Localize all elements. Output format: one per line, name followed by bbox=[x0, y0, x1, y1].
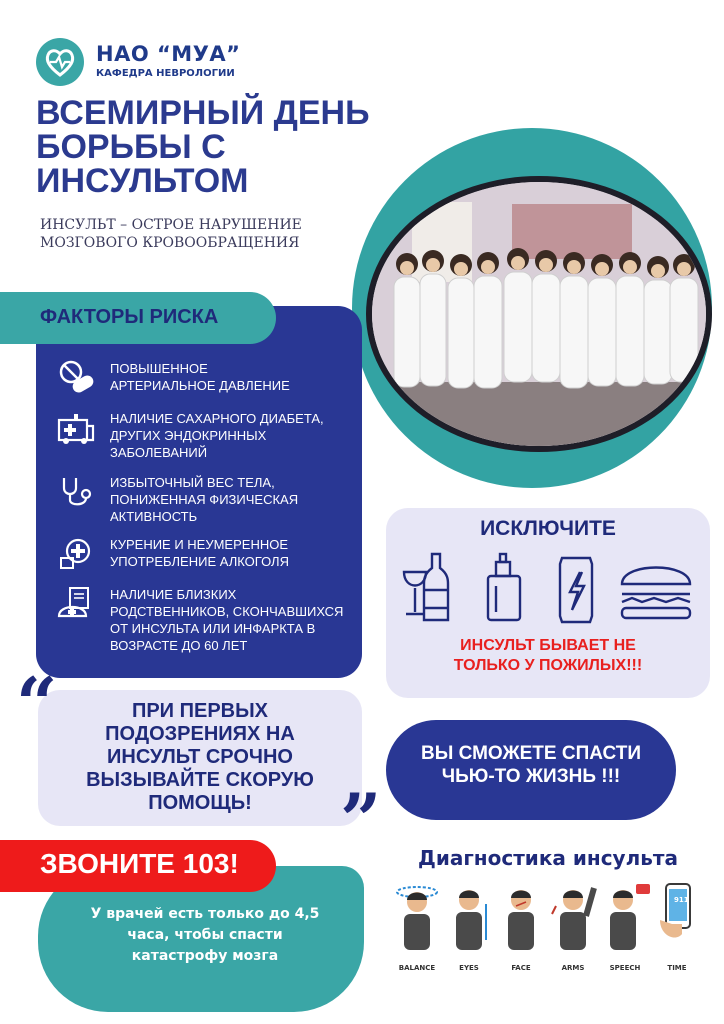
exclude-icons-row bbox=[398, 550, 698, 628]
risk-item-line: ОТ ИНСУЛЬТА ИЛИ ИНФАРКТА В bbox=[110, 621, 316, 636]
quote-line: ПРИ ПЕРВЫХ bbox=[131, 700, 269, 722]
vape-icon bbox=[488, 554, 520, 620]
org-name: НАО “МУА” bbox=[96, 42, 241, 66]
diag-label: EYES bbox=[459, 964, 479, 972]
quote-line: ПОМОЩЬ! bbox=[148, 792, 252, 814]
info-line: часа, чтобы спасти bbox=[127, 927, 283, 943]
risk-item-line: ЗАБОЛЕВАНИЙ bbox=[110, 445, 208, 460]
subtitle-line: МОЗГОВОГО КРОВООБРАЩЕНИЯ bbox=[40, 235, 300, 251]
logo bbox=[36, 38, 84, 86]
diag-step-time bbox=[652, 880, 702, 972]
risk-item-line: НАЛИЧИЕ САХАРНОГО ДИАБЕТА, bbox=[110, 411, 324, 426]
quote-close-mark: ” bbox=[340, 777, 382, 862]
risk-item bbox=[56, 474, 356, 525]
call-label: ЗВОНИТЕ 103! bbox=[40, 848, 239, 879]
save-line: ЧЬЮ-ТО ЖИЗНЬ !!! bbox=[441, 766, 621, 787]
risk-item-line: АРТЕРИАЛЬНОЕ ДАВЛЕНИЕ bbox=[110, 378, 290, 393]
diagnostics-title: Диагностика инсульта bbox=[418, 846, 678, 870]
risk-item bbox=[56, 410, 356, 461]
risk-item-line: ПОВЫШЕННОЕ bbox=[110, 361, 208, 376]
diag-label: ARMS bbox=[561, 964, 585, 972]
nurse-cap-icon bbox=[56, 586, 96, 622]
heart-pulse-icon bbox=[36, 38, 84, 86]
diag-step-face bbox=[496, 880, 546, 972]
quote-line: ИНСУЛЬТ СРОЧНО bbox=[107, 746, 293, 768]
risk-item bbox=[56, 360, 356, 396]
diag-label: FACE bbox=[511, 964, 531, 972]
risk-item-line: ПОНИЖЕННАЯ ФИЗИЧЕСКАЯ bbox=[110, 492, 299, 507]
risk-item-line: УПОТРЕБЛЕНИЕ АЛКОГОЛЯ bbox=[110, 554, 289, 569]
title-line: БОРЬБЫ С bbox=[36, 128, 226, 166]
quote-open-mark: “ bbox=[16, 661, 58, 746]
energy-drink-icon bbox=[560, 558, 592, 622]
warning-line: ИНСУЛЬТ БЫВАЕТ НЕ bbox=[460, 637, 636, 654]
diag-step-balance bbox=[392, 880, 442, 972]
quote-text bbox=[38, 700, 362, 815]
phone-number-text: 911 bbox=[674, 896, 689, 904]
info-line: У врачей есть только до 4,5 bbox=[90, 906, 320, 922]
phone-911-icon bbox=[652, 880, 702, 952]
risk-item-line: НАЛИЧИЕ БЛИЗКИХ bbox=[110, 587, 237, 602]
medkit-icon bbox=[56, 536, 96, 572]
diag-step-speech bbox=[600, 880, 650, 972]
risk-item-line: ВОЗРАСТЕ ДО 60 ЛЕТ bbox=[110, 638, 248, 653]
risk-item bbox=[56, 586, 356, 654]
wine-icon bbox=[404, 554, 448, 620]
risk-item-line: РОДСТВЕННИКОВ, СКОНЧАВШИХСЯ bbox=[110, 604, 344, 619]
risk-item bbox=[56, 536, 356, 572]
page-subtitle bbox=[40, 216, 360, 252]
risk-item-line: АКТИВНОСТЬ bbox=[110, 509, 198, 524]
group-photo bbox=[366, 176, 712, 452]
burger-icon bbox=[622, 568, 690, 619]
balance-person-icon bbox=[392, 880, 442, 952]
diag-label: BALANCE bbox=[398, 964, 436, 972]
exclude-title: ИСКЛЮЧИТЕ bbox=[480, 517, 616, 540]
quote-line: ПОДОЗРЕНИЯХ НА bbox=[105, 723, 295, 745]
eyes-person-icon bbox=[444, 880, 494, 952]
ambulance-icon bbox=[56, 410, 96, 446]
risk-item-line: ДРУГИХ ЭНДОКРИННЫХ bbox=[110, 428, 267, 443]
warning-line: ТОЛЬКО У ПОЖИЛЫХ!!! bbox=[453, 657, 643, 674]
org-subtitle: КАФЕДРА НЕВРОЛОГИИ bbox=[96, 68, 235, 79]
risk-factors-title: ФАКТОРЫ РИСКА bbox=[40, 306, 219, 328]
diag-label: SPEECH bbox=[609, 964, 641, 972]
diag-step-arms bbox=[548, 880, 598, 972]
diag-step-eyes bbox=[444, 880, 494, 972]
stethoscope-icon bbox=[56, 474, 96, 510]
pills-icon bbox=[56, 360, 96, 396]
risk-item-line: ИЗБЫТОЧНЫЙ ВЕС ТЕЛА, bbox=[110, 475, 275, 490]
arms-person-icon bbox=[548, 880, 598, 952]
info-text bbox=[60, 904, 350, 967]
info-line: катастрофу мозга bbox=[131, 948, 279, 964]
subtitle-line: ИНСУЛЬТ – ОСТРОЕ НАРУШЕНИЕ bbox=[40, 217, 302, 233]
risk-item-line: КУРЕНИЕ И НЕУМЕРЕННОЕ bbox=[110, 537, 289, 552]
quote-line: ВЫЗЫВАЙТЕ СКОРУЮ bbox=[86, 769, 314, 791]
title-line: ВСЕМИРНЫЙ ДЕНЬ bbox=[36, 94, 370, 132]
face-person-icon bbox=[496, 880, 546, 952]
save-life-text bbox=[386, 742, 676, 788]
group-photo-illustration bbox=[372, 182, 706, 446]
title-line: ИНСУЛЬТОМ bbox=[36, 162, 249, 200]
speech-person-icon bbox=[600, 880, 650, 952]
diag-label: TIME bbox=[667, 964, 687, 972]
page-title bbox=[36, 96, 396, 198]
exclude-warning bbox=[386, 636, 710, 676]
save-line: ВЫ СМОЖЕТЕ СПАСТИ bbox=[421, 743, 641, 764]
